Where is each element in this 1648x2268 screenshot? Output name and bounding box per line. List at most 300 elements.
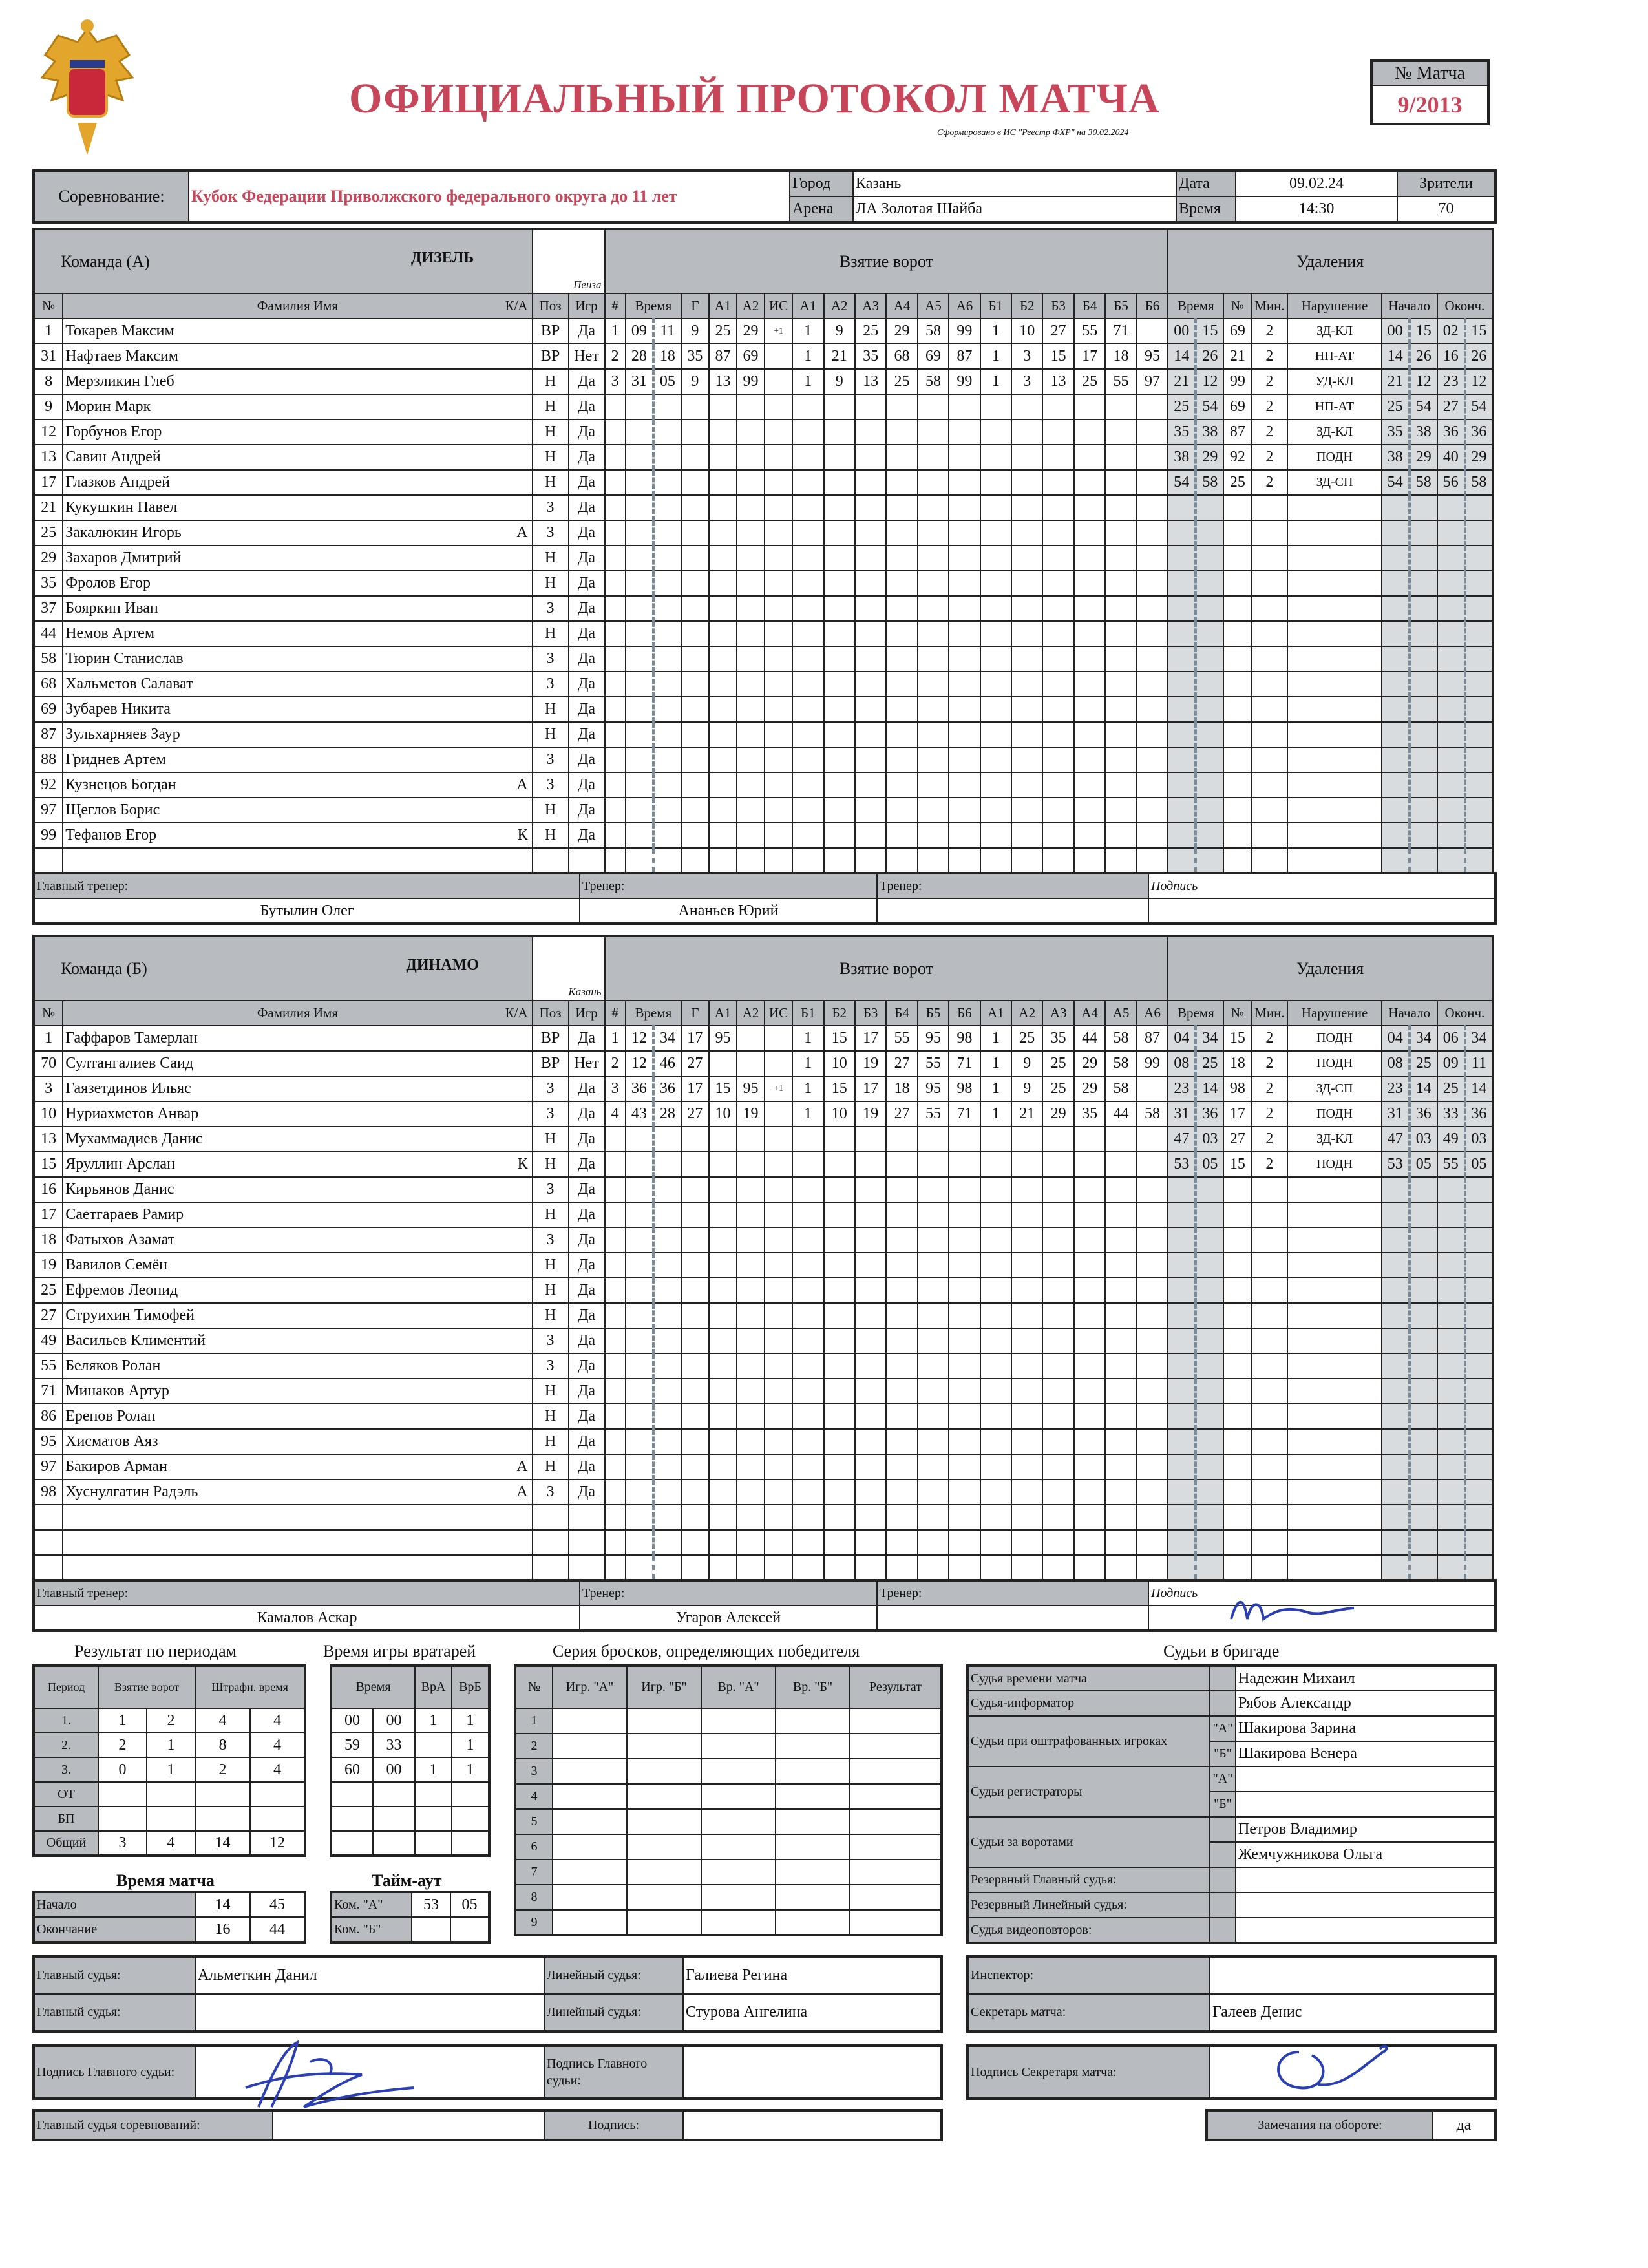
penalty-cell: 2: [1251, 1152, 1287, 1177]
goal-cell: [1042, 1227, 1073, 1253]
penalty-cell: [1223, 1505, 1251, 1530]
team-name-cell: [410, 229, 605, 293]
player-name-cell: [63, 520, 532, 546]
col-onice: А6: [949, 293, 980, 319]
goal-cell: [980, 1454, 1011, 1479]
goal-cell: 12: [626, 1051, 653, 1076]
goal-cell: [855, 1152, 886, 1177]
penalty-cell: [1223, 571, 1251, 596]
penalty-cell: [1196, 722, 1223, 747]
goal-cell: [605, 596, 626, 621]
goal-cell: [949, 1253, 980, 1278]
goal-cell: [824, 1152, 855, 1177]
shootout-row: [515, 1784, 942, 1809]
penalty-cell: [1437, 747, 1465, 772]
goal-cell: [1011, 1555, 1042, 1580]
goal-cell: [918, 520, 949, 546]
penalty-cell: [1196, 848, 1223, 873]
goal-cell: [918, 1253, 949, 1278]
goal-cell: [949, 596, 980, 621]
goal-cell: [709, 571, 737, 596]
goals-header: Взятие ворот: [605, 936, 1168, 1001]
player-name-cell: [63, 1328, 532, 1353]
goal-cell: 27: [1042, 319, 1073, 344]
official-side: "Б": [1210, 1741, 1236, 1766]
penalty-cell: [1382, 571, 1410, 596]
goal-cell: [1042, 697, 1073, 722]
goal-cell: [918, 1227, 949, 1253]
player-name: Гаязетдинов Ильяс: [65, 1080, 191, 1097]
goal-cell: [626, 1152, 653, 1177]
goal-cell: [886, 1177, 917, 1202]
player-number: 44: [34, 621, 63, 646]
penalty-cell: [1251, 1227, 1287, 1253]
goal-cell: 35: [855, 344, 886, 369]
player-position: З: [533, 495, 569, 520]
goalie-cell: [415, 1733, 452, 1757]
player-position: Н: [533, 823, 569, 848]
penalty-cell: [1168, 1555, 1196, 1580]
shootout-cell: [553, 1834, 627, 1860]
player-plays: Да: [569, 369, 605, 394]
goalie-row: [331, 1782, 489, 1807]
goalie-cell: [452, 1782, 489, 1807]
player-position: [533, 1530, 569, 1555]
goal-cell: [918, 1379, 949, 1404]
goal-cell: [918, 1505, 949, 1530]
goal-cell: [980, 445, 1011, 470]
goal-cell: [765, 546, 792, 571]
goalie-row: [331, 1831, 489, 1856]
player-name-cell: [63, 1227, 532, 1253]
penalty-cell: [1168, 722, 1196, 747]
period-cell: 4: [250, 1733, 305, 1757]
goalie-cell: 60: [331, 1757, 373, 1782]
goal-cell: [824, 697, 855, 722]
goal-cell: [709, 546, 737, 571]
penalty-cell: [1465, 697, 1493, 722]
player-position: ВР: [533, 1051, 569, 1076]
goal-cell: [681, 495, 709, 520]
goal-cell: [1105, 495, 1136, 520]
period-cell: 14: [195, 1831, 250, 1856]
penalty-cell: [1223, 823, 1251, 848]
goal-cell: [1011, 546, 1042, 571]
goal-cell: [765, 495, 792, 520]
penalty-cell: [1196, 798, 1223, 823]
goal-cell: [681, 1379, 709, 1404]
penalty-cell: [1437, 546, 1465, 571]
penalty-cell: [1465, 672, 1493, 697]
shootout-cell: [627, 1910, 701, 1935]
goal-cell: [980, 697, 1011, 722]
penalty-cell: [1196, 1379, 1223, 1404]
goal-cell: [1137, 747, 1168, 772]
goal-cell: [709, 747, 737, 772]
goal-cell: [1137, 823, 1168, 848]
goal-cell: [709, 470, 737, 495]
goal-cell: [653, 621, 681, 646]
match-time-table: [32, 1891, 306, 1944]
goal-cell: [918, 1328, 949, 1353]
goal-cell: [765, 772, 792, 798]
goal-cell: [792, 1429, 823, 1454]
player-name: Горбунов Егор: [65, 423, 162, 440]
penalty-cell: [1382, 747, 1410, 772]
col-ka: К/А: [505, 1005, 528, 1021]
penalty-cell: 31: [1382, 1101, 1410, 1127]
goal-cell: [1105, 546, 1136, 571]
goal-cell: [681, 1202, 709, 1227]
col-pen-viol: Нарушение: [1287, 1001, 1381, 1026]
penalty-cell: 54: [1168, 470, 1196, 495]
player-name-cell: [63, 672, 532, 697]
goal-cell: [1042, 1152, 1073, 1177]
shootout-col: Игр. "А": [553, 1666, 627, 1708]
goal-cell: [605, 697, 626, 722]
period-cell: 4: [147, 1831, 195, 1856]
goal-cell: [792, 1278, 823, 1303]
goal-cell: 17: [855, 1026, 886, 1051]
goal-cell: [1074, 1127, 1105, 1152]
time-label: Время: [1176, 196, 1236, 222]
goal-cell: [792, 1555, 823, 1580]
goal-cell: [1042, 445, 1073, 470]
penalty-cell: [1437, 1555, 1465, 1580]
goal-cell: [886, 848, 917, 873]
goal-cell: [1011, 772, 1042, 798]
shootout-cell: [776, 1759, 850, 1784]
goal-cell: [1105, 419, 1136, 445]
period-cell: 3: [98, 1831, 147, 1856]
player-plays: Да: [569, 798, 605, 823]
goal-cell: 17: [1074, 344, 1105, 369]
goal-cell: 10: [1011, 319, 1042, 344]
penalty-cell: 15: [1410, 319, 1437, 344]
player-number: [34, 1530, 63, 1555]
player-plays: Да: [569, 596, 605, 621]
player-number: [34, 1505, 63, 1530]
goal-cell: 99: [1137, 1051, 1168, 1076]
goal-cell: [1105, 1555, 1136, 1580]
goal-cell: [765, 798, 792, 823]
goal-cell: [918, 1278, 949, 1303]
penalty-cell: [1465, 495, 1493, 520]
player-plays: Нет: [569, 344, 605, 369]
goal-cell: 95: [918, 1076, 949, 1101]
penalty-cell: [1465, 1227, 1493, 1253]
goal-cell: [605, 1328, 626, 1353]
official-row: [967, 1892, 1495, 1918]
goal-cell: [653, 1328, 681, 1353]
goal-cell: [980, 419, 1011, 445]
goal-cell: [709, 1379, 737, 1404]
goal-cell: 69: [737, 344, 765, 369]
goal-cell: +1: [765, 319, 792, 344]
official-row: [967, 1817, 1495, 1842]
penalty-cell: [1437, 1479, 1465, 1505]
player-position: Н: [533, 445, 569, 470]
goal-cell: 18: [1105, 344, 1136, 369]
penalty-cell: 29: [1410, 445, 1437, 470]
main-referee-2: [195, 1994, 544, 2031]
player-position: Н: [533, 419, 569, 445]
goal-cell: [765, 1202, 792, 1227]
penalty-cell: 58: [1410, 470, 1437, 495]
goal-cell: 34: [653, 1026, 681, 1051]
goal-cell: [605, 1454, 626, 1479]
goal-cell: [918, 1303, 949, 1328]
official-side: "Б": [1210, 1792, 1236, 1817]
goal-cell: [1105, 1530, 1136, 1555]
goal-cell: [1137, 470, 1168, 495]
player-number: 9: [34, 394, 63, 419]
goal-cell: [980, 1278, 1011, 1303]
goal-cell: [1137, 1505, 1168, 1530]
goal-cell: [709, 1227, 737, 1253]
penalty-cell: 2: [1251, 1101, 1287, 1127]
goal-cell: [1137, 1530, 1168, 1555]
penalty-cell: УД-КЛ: [1287, 369, 1381, 394]
signature-secretary: [1260, 2026, 1402, 2097]
period-cell: 0: [98, 1757, 147, 1782]
goal-cell: [626, 1353, 653, 1379]
penalty-cell: [1465, 1353, 1493, 1379]
penalty-cell: [1251, 1328, 1287, 1353]
goal-cell: [1105, 1152, 1136, 1177]
end-label: Окончание: [34, 1917, 195, 1942]
goal-cell: [949, 646, 980, 672]
goal-cell: [626, 646, 653, 672]
goal-cell: [626, 1479, 653, 1505]
penalty-cell: [1382, 621, 1410, 646]
player-plays: Да: [569, 1353, 605, 1379]
goal-cell: [1074, 1505, 1105, 1530]
player-row: [34, 445, 1493, 470]
team-label: Команда (Б): [34, 936, 533, 1001]
goal-cell: 9: [681, 319, 709, 344]
goal-cell: [792, 596, 823, 621]
goal-cell: [653, 1479, 681, 1505]
shootout-num: 8: [515, 1885, 553, 1910]
goal-cell: [1105, 697, 1136, 722]
goal-cell: [1074, 722, 1105, 747]
goal-cell: [1074, 621, 1105, 646]
player-plays: Да: [569, 697, 605, 722]
goal-cell: [949, 445, 980, 470]
goal-cell: 29: [886, 319, 917, 344]
goal-cell: [855, 394, 886, 419]
official-name: [1236, 1867, 1495, 1892]
goal-cell: [824, 747, 855, 772]
shootout-row: [515, 1910, 942, 1935]
goal-cell: [792, 419, 823, 445]
official-row: [967, 1867, 1495, 1892]
goal-cell: [980, 1253, 1011, 1278]
shootout-cell: [850, 1733, 942, 1759]
goal-cell: [681, 394, 709, 419]
penalty-cell: [1465, 1278, 1493, 1303]
goal-cell: [653, 697, 681, 722]
goal-cell: 2: [605, 344, 626, 369]
player-number: 71: [34, 1379, 63, 1404]
goal-cell: [918, 722, 949, 747]
goal-cell: [918, 697, 949, 722]
col-onice: Б1: [792, 1001, 823, 1026]
player-position: Н: [533, 1429, 569, 1454]
goal-cell: [765, 470, 792, 495]
goalie-cell: 1: [452, 1708, 489, 1733]
period-row: [34, 1831, 305, 1856]
goal-cell: [980, 1479, 1011, 1505]
goal-cell: [737, 1353, 765, 1379]
goalie-row: [331, 1708, 489, 1733]
player-name: Вавилов Семён: [65, 1256, 167, 1273]
penalty-cell: [1410, 646, 1437, 672]
goal-cell: [1042, 546, 1073, 571]
penalty-cell: 14: [1196, 1076, 1223, 1101]
player-row: [34, 697, 1493, 722]
penalty-cell: 2: [1251, 394, 1287, 419]
goal-cell: [765, 621, 792, 646]
player-name-cell: [63, 1202, 532, 1227]
player-number: 13: [34, 445, 63, 470]
penalty-cell: [1251, 1555, 1287, 1580]
goalie-cell: [331, 1782, 373, 1807]
goal-cell: [1137, 1177, 1168, 1202]
player-name-cell: [63, 1026, 532, 1051]
player-row: [34, 1127, 1493, 1152]
official-side: [1210, 1867, 1236, 1892]
goal-cell: [653, 394, 681, 419]
shootout-table: [514, 1664, 943, 1936]
period-cell: БП: [34, 1807, 98, 1831]
goal-cell: [737, 546, 765, 571]
shootout-cell: [553, 1759, 627, 1784]
official-role: Резервный Линейный судья:: [967, 1892, 1210, 1918]
player-number: 95: [34, 1429, 63, 1454]
goal-cell: [765, 672, 792, 697]
goal-cell: [824, 1303, 855, 1328]
goal-cell: [737, 1530, 765, 1555]
goal-cell: 05: [653, 369, 681, 394]
goal-cell: 1: [792, 369, 823, 394]
penalty-cell: 12: [1196, 369, 1223, 394]
goal-cell: [886, 470, 917, 495]
penalty-cell: [1287, 646, 1381, 672]
penalty-cell: [1196, 596, 1223, 621]
goal-cell: [949, 1505, 980, 1530]
penalty-cell: [1223, 546, 1251, 571]
penalty-cell: [1251, 1177, 1287, 1202]
goal-cell: [824, 722, 855, 747]
gk-col-a: ВрА: [415, 1666, 452, 1708]
timeout-title: Тайм-аут: [372, 1871, 442, 1890]
period-cell: 1.: [34, 1708, 98, 1733]
penalty-cell: 16: [1437, 344, 1465, 369]
col-onice: Б5: [918, 1001, 949, 1026]
penalty-cell: [1251, 1505, 1287, 1530]
player-position: З: [533, 1479, 569, 1505]
goal-cell: [765, 394, 792, 419]
shootout-cell: [627, 1759, 701, 1784]
goal-cell: [886, 445, 917, 470]
penalty-cell: [1410, 621, 1437, 646]
goal-cell: 71: [949, 1051, 980, 1076]
penalty-cell: [1251, 520, 1287, 546]
official-side: [1210, 1892, 1236, 1918]
penalty-cell: 03: [1465, 1127, 1493, 1152]
penalty-cell: [1287, 798, 1381, 823]
goal-cell: [886, 1303, 917, 1328]
penalty-cell: 34: [1410, 1026, 1437, 1051]
page-title: ОФИЦИАЛЬНЫЙ ПРОТОКОЛ МАТЧА: [349, 75, 1160, 122]
shootout-cell: [850, 1759, 942, 1784]
penalty-cell: 36: [1437, 419, 1465, 445]
penalty-cell: [1251, 495, 1287, 520]
goal-cell: [949, 1202, 980, 1227]
player-row: [34, 1353, 1493, 1379]
player-row: [34, 520, 1493, 546]
goal-cell: [653, 1227, 681, 1253]
player-position: Н: [533, 621, 569, 646]
goal-cell: [1074, 1379, 1105, 1404]
goal-cell: 18: [886, 1076, 917, 1101]
signature-label: Подпись: [1148, 1580, 1495, 1606]
goal-cell: 99: [949, 369, 980, 394]
period-cell: 12: [250, 1831, 305, 1856]
goal-cell: [653, 1379, 681, 1404]
sign-label: Подпись:: [544, 2110, 683, 2140]
penalty-cell: [1287, 697, 1381, 722]
timeout-table: [330, 1891, 491, 1944]
col-play: Игр: [569, 1001, 605, 1026]
col-a2: А2: [737, 1001, 765, 1026]
results-title: Результат по периодам: [74, 1642, 237, 1660]
goal-cell: [1042, 1505, 1073, 1530]
goal-cell: [681, 1152, 709, 1177]
goal-cell: [918, 672, 949, 697]
official-side: [1210, 1842, 1236, 1867]
penalty-cell: [1410, 1328, 1437, 1353]
official-name: Шакирова Венера: [1236, 1741, 1495, 1766]
player-row: [34, 1479, 1493, 1505]
goal-cell: 25: [709, 319, 737, 344]
penalty-cell: [1251, 1253, 1287, 1278]
player-row: [34, 747, 1493, 772]
goal-cell: [1042, 722, 1073, 747]
goal-cell: [918, 646, 949, 672]
player-row: [34, 546, 1493, 571]
goal-cell: [792, 1227, 823, 1253]
head-coach-label: Главный тренер:: [34, 873, 580, 898]
goal-cell: [949, 546, 980, 571]
goal-cell: [1011, 747, 1042, 772]
goal-cell: [855, 672, 886, 697]
goal-cell: [626, 1177, 653, 1202]
goal-cell: [1074, 1152, 1105, 1177]
penalty-cell: [1287, 1555, 1381, 1580]
period-cell: [195, 1807, 250, 1831]
goal-cell: 55: [1074, 319, 1105, 344]
shootout-cell: [701, 1809, 776, 1834]
goal-cell: [980, 520, 1011, 546]
penalty-cell: [1196, 1328, 1223, 1353]
goal-cell: [681, 1127, 709, 1152]
goal-cell: [855, 1379, 886, 1404]
period-row: [34, 1782, 305, 1807]
goal-cell: [980, 1202, 1011, 1227]
